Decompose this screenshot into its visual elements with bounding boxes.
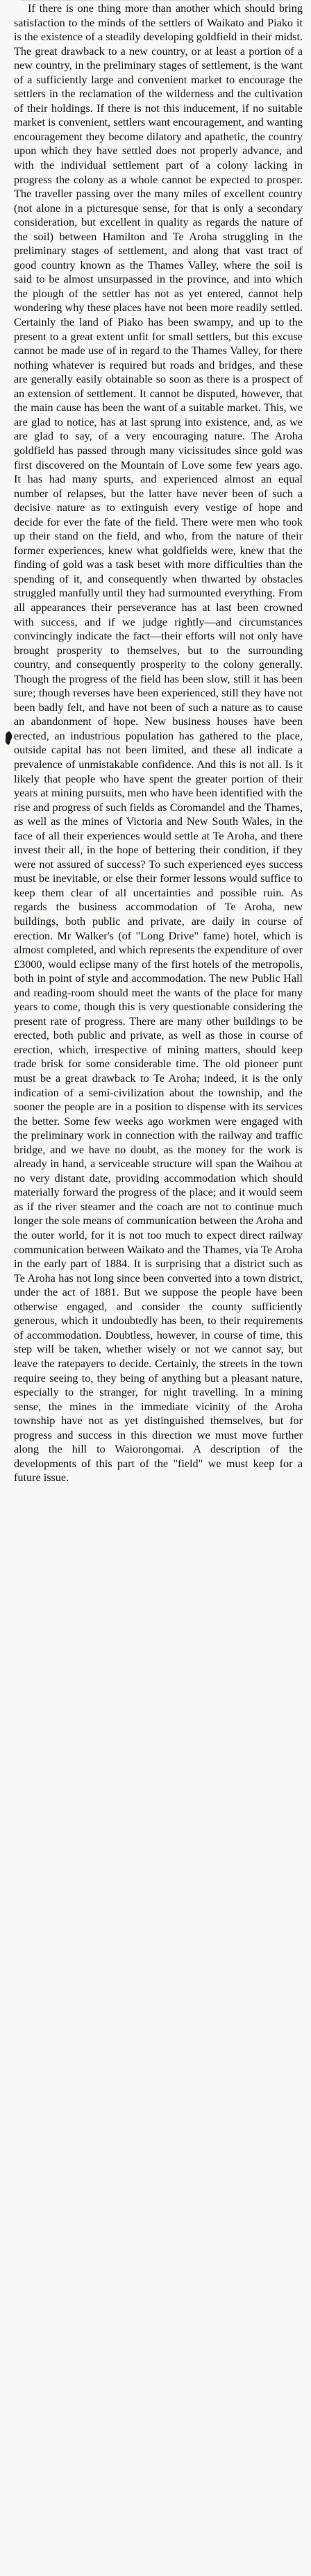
article-paragraph: If there is one thing more than another which should bring satisfaction to the minds of the settlers of Waikato and Piako it is the existence of a steadily developing goldfield in their midst. The great drawback to a new country, or at least a portion of a new country, in the preliminary stages of settlement, is the want of a sufficiently large and convenient market to encourage the settlers in the reclamation of the wilderness and the cultivation of their holdings. If there is not this inducement, if no suitable market is convenient, settlers want encouragement, and wanting encouragement they become dilatory and apathetic, the country upon which they have settled does not properly advance, and with the individual settlement part of a colony lacking in progress the colony as a whole cannot be expected to prosper. The traveller passing over the many miles of excellent country (not alone in a picturesque sense, for that is only a secondary consideration, but excellent in quality as regards the nature of the soil) between Hamilton and Te Aroha struggling in the preliminary stages of settlement, and along that vast tract of good country known as the Thames Valley, where the soil is said to be almost unsurpassed in the province, and into which the plough of the settler has not as yet entered, cannot help wondering why these places have not been more readily settled. Certainly the land of Piako has been swampy, and up to the present to a great extent unfit for small settlers, but this excuse cannot be made use of in regard to the Thames Valley, for there nothing whatever is required but roads and bridges, and these are generally easily obtainable so soon as there is a prospect of an extension of settlement. It cannot be disputed, however, that the main cause has been the want of a suitable market. This, we are glad to notice, has at last sprung into existence, and, as we are glad to say, of a very encouraging nature. The Aroha goldfield has passed through many vicissitudes since gold was first discovered on the Mountain of Love some few years ago. It has had many spurts, and experienced almost an equal number of relapses, but the latter have never been of such a decisive nature as to extinguish every vestige of hope and decide for ever the fate of the field. There were men who took up their stand on the field, and who, from the nature of their former experiences, knew what goldfields were, knew that the finding of gold was a task beset with more difficulties than the spending of it, and consequently when thwarted by obstacles struggled manfully until they had surmounted everything. From all appearances their perseverance has at last been crowned with success, and if we judge rightly—and circumstances convincingly indicate the fact—their efforts will not only have brought prosperity to themselves, but to the surrounding country, and consequently prosperity to the colony generally. Though the progress of the field has been slow, still it has been sure; though reverses have been experienced, still they have not been badly felt, and have not been of such a nature as to cause an abandonment of hope. New business houses have been erected, an industrious population has gathered to the place, outside capital has not been limited, and these all indicate a prevalence of unmistakable confidence. And this is not all. Is it likely that people who have spent the greater portion of their years at mining pursuits, men who have been identified with the rise and progress of such fields as Coromandel and the Thames, as well as the mines of Victoria and New South Wales, in the face of all their experiences would settle at Te Aroha, and there invest their all, in the hope of bettering their condition, if they were not assured of success? To such experienced eyes success must be inevitable, or else their former lessons would suffice to keep them clear of all uncertainties and possible ruin. As regards the business accommodation of Te Aroha, new buildings, both public and private, are daily in course of erection. Mr Walker's (of "Long Drive" fame) hotel, which is almost completed, and which represents the expenditure of over £3000, would eclipse many of the first hotels of the metropolis, both in point of style and accommodation. The new Public Hall and reading-room should meet the wants of the place for many years to come, though this is very questionable considering the present rate of progress. There are many other buildings to be erected, both public and private, as well as those in course of erection, which, irrespective of mining matters, should keep trade brisk for some considerable time. The old pioneer punt must be a great drawback to Te Aroha; indeed, it is the only indication of a semi-civilization about the township, and the sooner the people are in a position to dispense with its services the better. Some few weeks ago workmen were engaged with the preliminary work in connection with the railway and traffic bridge, and we have no doubt, as the money for the work is already in hand, a serviceable structure will span the Waihou at no very distant date, providing accommodation which should materially forward the progress of the place; and it would seem as if the river steamer and the coach are not to continue much longer the sole means of communication between the Aroha and the outer world, for it is not too much to expect direct railway communication between Waikato and the Thames, via Te Aroha in the early part of 1884. It is surprising that a district such as Te Aroha has not long since been converted into a town district, under the act of 1881. But we suppose the people have been otherwise engaged, and consider the county sufficiently generous, which it undoubtedly has been, to their requirements of accommodation. Doubtless, however, in course of time, this step will be taken, whether wisely or not we cannot say, but leave the ratepayers to decide. Certainly, the streets in the town require seeing to, they being of anything but a pleasant nature, especially to the stranger, for night travelling. In a mining sense, the mines in the immediate vicinity of the Aroha township have not as yet distinguished themselves, but for progress and success in this direction we must move further along the hill to Waiorongomai. A description of the developments of this part of the "field" we must keep for a future issue.	[14, 2, 303, 1484]
article-column	[14, 1, 303, 1485]
ink-blot-mark	[3, 730, 14, 746]
column-top-rule	[21, 0, 290, 1]
